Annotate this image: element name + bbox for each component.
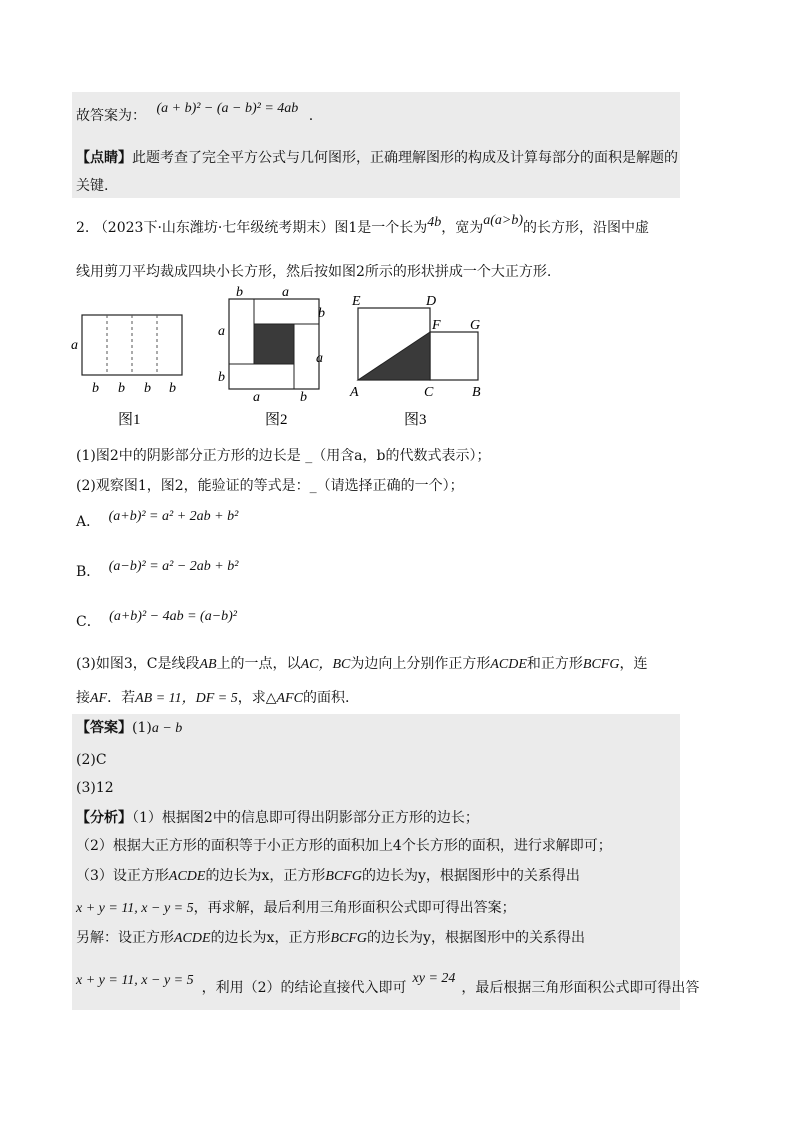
question-line-1: 2. （2023下·山东潍坊·七年级统考期末）图1是一个长为4b，宽为a(a>b)的长方形，沿图中虚 — [76, 213, 650, 236]
fig1-bottom-label: b — [92, 381, 99, 396]
option-a: A． (a+b)² = a² + 2ab + b² — [76, 509, 239, 530]
part-3-line-1: (3)如图3，C是线段AB上的一点，以AC，BC为边向上分别作正方形ACDE和正方形BCFG，连 — [76, 656, 648, 672]
part-3-line-2: 接AF．若AB = 11，DF = 5，求△AFC的面积. — [76, 690, 350, 706]
figure-3 — [346, 290, 496, 432]
fig3-square-bcfg — [430, 332, 478, 380]
fig1-bottom-label: b — [118, 381, 125, 396]
fig3-point-label: C — [424, 385, 434, 400]
analysis-6: x + y = 11, x − y = 5 ，利用（2）的结论直接代入即可xy = 24，最后根据三角形面积公式即可得出答 — [76, 971, 700, 996]
fig1-bottom-label: b — [169, 381, 176, 396]
comment-line-1: 【点睛】此题考查了完全平方公式与几何图形，正确理解图形的构成及计算每部分的面积是解题的 — [76, 150, 678, 166]
analysis-2: （2）根据大正方形的面积等于小正方形的面积加上4个长方形的面积，进行求解即可； — [76, 838, 612, 854]
fig2-label: a — [218, 324, 225, 339]
fig2-label: a — [316, 351, 323, 366]
analysis-5: 另解：设正方形ACDE的边长为x，正方形BCFG的边长为y，根据图形中的关系得出 — [76, 930, 585, 946]
analysis-3: （3）设正方形ACDE的边长为x，正方形BCFG的边长为y，根据图形中的关系得出 — [76, 868, 580, 884]
part-1: (1)图2中的阴影部分正方形的边长是 _（用含a，b的代数式表示）； — [76, 448, 491, 464]
option-c: C． (a+b)² − 4ab = (a−b)² — [76, 609, 238, 630]
fig3-point-label: G — [470, 318, 481, 333]
answer-formula: (a + b)² − (a − b)² = 4ab — [156, 101, 299, 116]
fig2-label: b — [318, 306, 325, 321]
answer-2: (2)C — [76, 752, 107, 768]
figure-1 — [66, 300, 196, 430]
fig3-point-label: A — [350, 385, 359, 400]
comment-line-2: 关键. — [76, 178, 109, 194]
answer-block-bottom — [72, 714, 680, 1010]
option-b: B． (a−b)² = a² − 2ab + b² — [76, 559, 239, 580]
fig2-label: a — [282, 285, 289, 300]
fig2-label: b — [218, 370, 225, 385]
fig2-shaded-square — [254, 324, 294, 364]
fig2-label: b — [300, 390, 307, 405]
fig1-side-label: a — [71, 338, 78, 353]
analysis-1: 【分析】（1）根据图2中的信息即可得出阴影部分正方形的边长； — [76, 810, 479, 826]
figure-2 — [212, 282, 342, 432]
answer-3: (3)12 — [76, 780, 114, 796]
fig2-label: a — [253, 390, 260, 405]
question-line-2: 线用剪刀平均裁成四块小长方形，然后按如图2所示的形状拼成一个大正方形. — [76, 264, 552, 280]
fig2-caption: 图2 — [265, 412, 288, 428]
analysis-4: x + y = 11, x − y = 5，再求解，最后利用三角形面积公式即可得出答案； — [76, 900, 516, 916]
fig3-point-label: E — [352, 294, 361, 309]
fig3-shaded-triangle — [358, 332, 430, 380]
fig3-point-label: F — [432, 318, 441, 333]
fig1-caption: 图1 — [118, 412, 141, 428]
part-2: (2)观察图1，图2，能验证的等式是：_（请选择正确的一个）； — [76, 478, 464, 494]
answer-line: 故答案为： (a + b)² − (a − b)² = 4ab . — [76, 101, 314, 124]
answer-1: 【答案】(1)a − b — [76, 720, 183, 736]
fig3-point-label: D — [426, 294, 437, 309]
fig3-caption: 图3 — [404, 412, 427, 428]
fig1-bottom-label: b — [144, 381, 151, 396]
fig2-label: b — [236, 285, 243, 300]
fig3-point-label: B — [472, 385, 481, 400]
